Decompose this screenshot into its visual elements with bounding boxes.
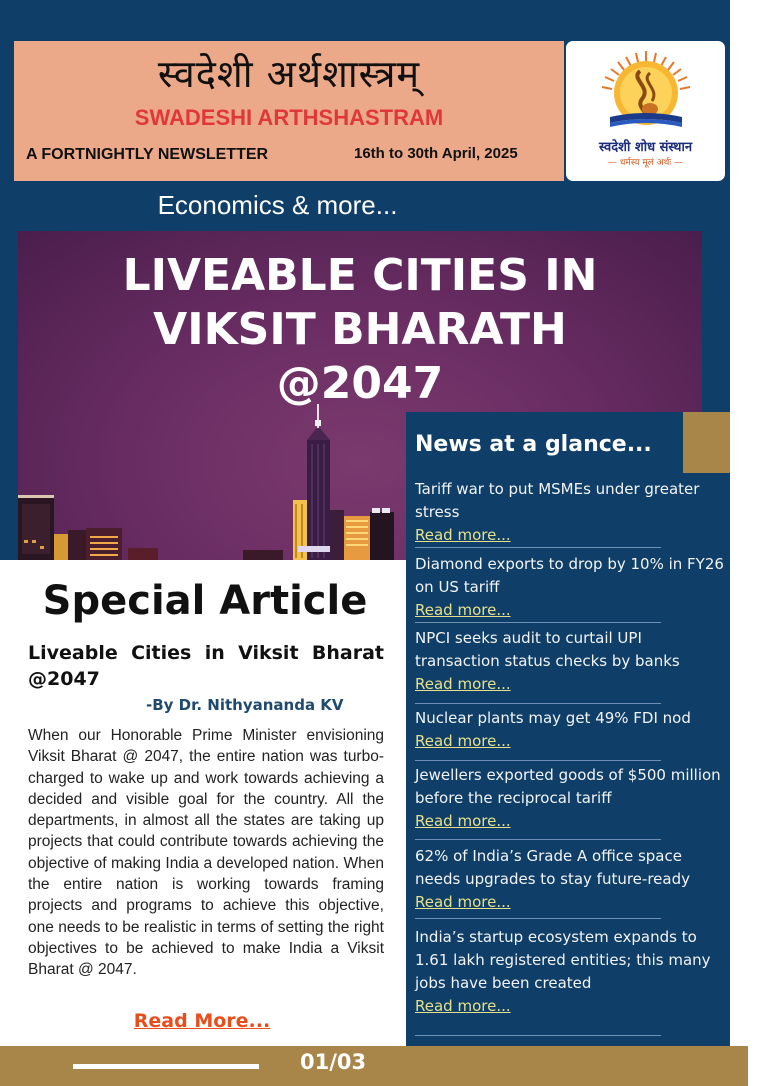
news-headline: Nuclear plants may get 49% FDI nod xyxy=(415,709,691,727)
news-read-more-link[interactable]: Read more... xyxy=(415,675,511,693)
logo-name: स्वदेशी शोध संस्थान xyxy=(598,140,693,155)
footer-rule xyxy=(73,1064,259,1069)
logo-motto: — धर्मस्य मूलं अर्थः — xyxy=(607,158,683,168)
news-read-more-link[interactable]: Read more... xyxy=(415,732,511,750)
article-byline: -By Dr. Nithyananda KV xyxy=(146,696,344,714)
hero-title xyxy=(18,249,702,411)
veena-book-sun-icon xyxy=(596,49,696,137)
news-read-more-link[interactable]: Read more... xyxy=(415,893,511,911)
logo-card xyxy=(566,41,725,181)
news-item xyxy=(415,845,725,913)
divider xyxy=(415,1035,661,1036)
news-headline: Tariff war to put MSMEs under greater stress xyxy=(415,480,700,521)
news-item xyxy=(415,553,725,621)
news-read-more-link[interactable]: Read more... xyxy=(415,526,511,544)
article-title: Liveable Cities in Viksit Bharat @2047 xyxy=(28,642,384,690)
news-headline: NPCI seeks audit to curtail UPI transaction status checks by banks xyxy=(415,629,680,670)
right-margin xyxy=(730,0,768,1086)
divider xyxy=(415,622,661,623)
divider xyxy=(415,839,661,840)
article-read-more-link[interactable]: Read More... xyxy=(133,1010,271,1032)
divider xyxy=(415,760,661,761)
english-title: SWADESHI ARTHSHASTRAM xyxy=(134,105,444,130)
hindi-title: स्वदेशी अर्थशास्त्रम् xyxy=(157,52,421,96)
divider xyxy=(415,547,661,548)
hero-title-line-1: LIVEABLE CITIES IN xyxy=(122,250,598,301)
news-heading: News at a glance... xyxy=(415,432,652,457)
page-number: 01/03 xyxy=(300,1050,367,1074)
news-headline: Diamond exports to drop by 10% in FY26 on US tariff xyxy=(415,555,724,596)
news-headline: 62% of India’s Grade A office space needs upgrades to stay future-ready xyxy=(415,847,690,888)
news-read-more-link[interactable]: Read more... xyxy=(415,812,511,830)
news-accent-block xyxy=(683,412,730,473)
news-item xyxy=(415,707,725,752)
news-read-more-link[interactable]: Read more... xyxy=(415,601,511,619)
news-item xyxy=(415,926,725,1017)
hero-title-line-3: @2047 xyxy=(276,358,444,409)
divider xyxy=(415,918,661,919)
date-range: 16th to 30th April, 2025 xyxy=(354,145,518,162)
news-item xyxy=(415,764,725,832)
masthead xyxy=(14,41,564,181)
news-read-more-link[interactable]: Read more... xyxy=(415,997,511,1015)
newsletter-subtitle: A FORTNIGHTLY NEWSLETTER xyxy=(26,146,269,163)
news-item xyxy=(415,627,725,695)
news-headline: India’s startup ecosystem expands to 1.61 lakh registered entities; this many jobs have been created xyxy=(415,928,711,992)
news-headline: Jewellers exported goods of $500 million before the reciprocal tariff xyxy=(415,766,721,807)
hero-title-line-2: VIKSIT BHARATH xyxy=(153,304,567,355)
special-article-heading: Special Article xyxy=(42,578,368,624)
divider xyxy=(415,703,661,704)
tagline: Economics & more... xyxy=(157,190,398,220)
news-item xyxy=(415,478,725,546)
article-body: When our Honorable Prime Minister envisioning Viksit Bharat @ 2047, the entire nation was turbo-charged to wake up and work towards achieving a decided and visible goal for the country. All the departments, in almost all the states are taking up projects that could contribute towards achieving the objective of making India a developed nation. When the entire nation is working towards framing projects and programs to achieve this objective, one needs to be realistic in terms of setting the right objectives to be achieved to make India a Viksit Bharat @ 2047. xyxy=(28,727,384,979)
